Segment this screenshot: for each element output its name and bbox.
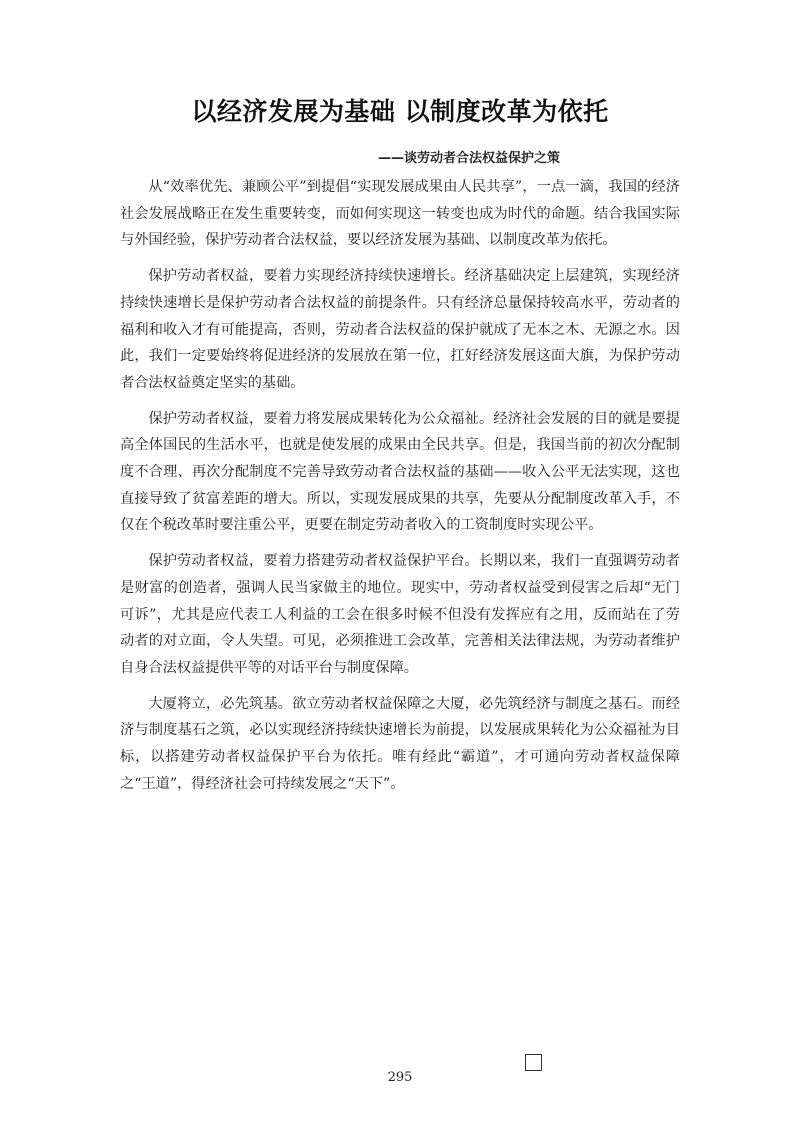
article-body	[120, 174, 680, 806]
article-subtitle: ——谈劳动者合法权益保护之策	[378, 151, 561, 166]
page-number: 295	[387, 1070, 413, 1085]
paragraph-4: 保护劳动者权益，要着力搭建劳动者权益保护平台。长期以来，我们一直强调劳动者是财富的创造者，强调人民当家做主的地位。现实中，劳动者权益受到侵害之后却“无门可诉”，尤其是应代表工人利益的工会在很多时候不但没有发挥应有之用，反而站在了劳动者的对立面，令人失望。可见，必须推进工会改革，完善相关法律法规，为劳动者维护自身合法权益提供平等的对话平台与制度保障。	[120, 553, 680, 676]
paragraph-2: 保护劳动者权益，要着力实现经济持续快速增长。经济基础决定上层建筑，实现经济持续快速增长是保护劳动者合法权益的前提条件。只有经济总量保持较高水平，劳动者的福利和收入才有可能提高，否则，劳动者合法权益的保护就成了无本之木、无源之水。因此，我们一定要始终将促进经济的发展放在第一位，扛好经济发展这面大旗，为保护劳动者合法权益奠定坚实的基础。	[120, 268, 680, 391]
paragraph-5: 大厦将立，必先筑基。欲立劳动者权益保障之大厦，必先筑经济与制度之基石。而经济与制度基石之筑，必以实现经济持续快速增长为前提，以发展成果转化为公众福祉为目标，以搭建劳动者权益保护平台为依托。唯有经此“霸道”，才可通向劳动者权益保障之“王道”，得经济社会可持续发展之“天下”。	[120, 695, 680, 792]
paragraph-1: 从“效率优先、兼顾公平”到提倡“实现发展成果由人民共享”，一点一滴，我国的经济社会发展战略正在发生重要转变，而如何实现这一转变也成为时代的命题。结合我国实际与外国经验，保护劳动者合法权益，要以经济发展为基础、以制度改革为依托。	[120, 179, 680, 249]
article-title: 以经济发展为基础 以制度改革为依托	[191, 97, 609, 126]
paragraph-3: 保护劳动者权益，要着力将发展成果转化为公众福祉。经济社会发展的目的就是要提高全体国民的生活水平，也就是使发展的成果由全民共享。但是，我国当前的初次分配制度不合理、再次分配制度不完善导致劳动者合法权益的基础——收入公平无法实现，这也直接导致了贫富差距的增大。所以，实现发展成果的共享，先要从分配制度改革入手，不仅在个税改革时要注重公平，更要在制定劳动者收入的工资制度时实现公平。	[120, 410, 680, 534]
checkbox-icon[interactable]	[525, 1054, 542, 1071]
